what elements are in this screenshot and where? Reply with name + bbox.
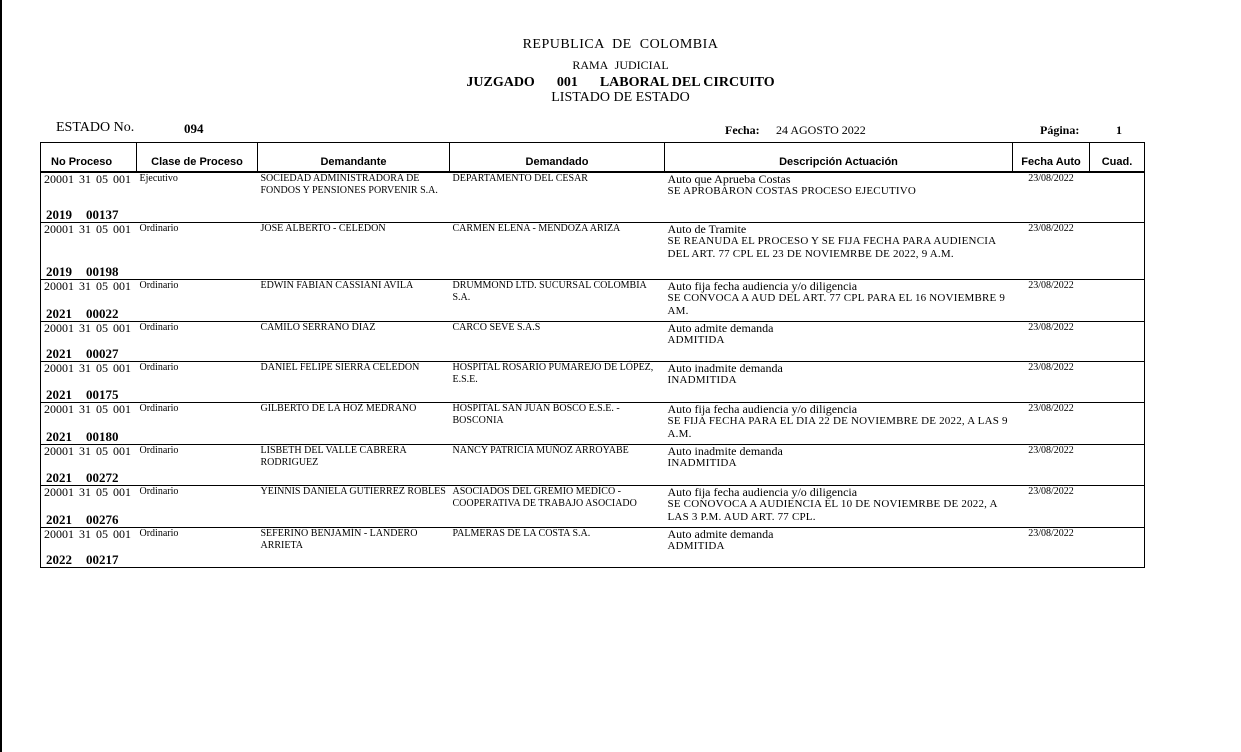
table-row (41, 444, 1145, 485)
cuad-cell (1090, 402, 1145, 444)
proceso-cell (41, 402, 137, 444)
fecha-value: 24 AGOSTO 2022 (776, 123, 866, 137)
proceso-year-number (46, 551, 119, 567)
demandante-cell: CAMILO SERRANO DIAZ (258, 321, 450, 361)
proceso-number: 00022 (86, 305, 119, 321)
proceso-year-number (46, 206, 119, 222)
estado-number: 094 (184, 121, 204, 136)
proceso-prefix: 20001 31 05 001 (44, 172, 131, 186)
proceso-prefix: 20001 31 05 001 (44, 443, 131, 458)
col-header-descripcion: Descripción Actuación (665, 143, 1013, 173)
proceso-number: 00180 (86, 428, 119, 444)
demandado-cell: ASOCIADOS DEL GREMIO MEDICO - COOPERATIVA DE TRABAJO ASOCIADO (450, 485, 665, 527)
descripcion-cell (665, 222, 1013, 279)
fecha-label: Fecha: (725, 123, 760, 137)
cuad-cell (1090, 172, 1145, 222)
cuad-cell (1090, 361, 1145, 402)
demandado-cell: HOSPITAL SAN JUAN BOSCO E.S.E. - BOSCONIA (450, 402, 665, 444)
clase-cell: Ordinario (137, 361, 258, 402)
proceso-cell (41, 527, 137, 567)
proceso-prefix: 20001 31 05 001 (44, 526, 131, 541)
proceso-number: 00276 (86, 511, 119, 527)
col-header-clase: Clase de Proceso (137, 143, 258, 173)
page-left-border (0, 0, 2, 752)
cuad-cell (1090, 527, 1145, 567)
actuacion-body: SE CONOVOCA A AUDIENCIA EL 10 DE NOVIEMRBE DE 2022, A LAS 3 P.M. AUD ART. 77 CPL. (667, 497, 998, 523)
demandante-cell: JOSE ALBERTO - CELEDON (258, 222, 450, 279)
descripcion-cell (665, 402, 1013, 444)
descripcion-cell (665, 361, 1013, 402)
demandante-cell: SOCIEDAD ADMINISTRADORA DE FONDOS Y PENSIONES PORVENIR S.A. (258, 172, 450, 222)
proceso-cell (41, 444, 137, 485)
actuacion-title: Auto admite demanda (667, 320, 774, 335)
table-body (41, 172, 1145, 567)
proceso-year-number (46, 263, 119, 279)
proceso-prefix: 20001 31 05 001 (44, 401, 131, 416)
table-row (41, 402, 1145, 444)
table-row (41, 485, 1145, 527)
proceso-prefix: 20001 31 05 001 (44, 278, 131, 293)
col-header-cuad: Cuad. (1090, 143, 1145, 173)
estado-label: ESTADO No. (56, 120, 135, 135)
proceso-number: 00175 (86, 386, 119, 402)
fecha-auto-cell: 23/08/2022 (1013, 172, 1090, 222)
clase-cell: Ordinario (137, 279, 258, 321)
proceso-year-number (46, 469, 119, 485)
court-name: LABORAL DEL CIRCUITO (599, 75, 775, 90)
court-number: 001 (556, 75, 578, 90)
actuacion-title: Auto fija fecha audiencia y/o diligencia (667, 484, 858, 499)
proceso-year: 2021 (46, 386, 72, 402)
pagina-label: Página: (1040, 123, 1080, 137)
pagina-value: 1 (1116, 123, 1122, 137)
cuad-cell (1090, 321, 1145, 361)
proceso-prefix: 20001 31 05 001 (44, 320, 131, 335)
header-republic: REPUBLICA DE COLOMBIA (522, 37, 719, 52)
demandante-cell: DANIEL FELIPE SIERRA CELEDON (258, 361, 450, 402)
col-header-demandante: Demandante (258, 143, 450, 173)
actuacion-title: Auto que Aprueba Costas (667, 172, 791, 186)
demandado-cell: NANCY PATRICIA MUÑOZ ARROYABE (450, 444, 665, 485)
proceso-number: 00137 (86, 206, 119, 222)
table-row (41, 527, 1145, 567)
col-header-demandado: Demandado (450, 143, 665, 173)
clase-cell: Ordinario (137, 527, 258, 567)
descripcion-cell (665, 279, 1013, 321)
cuad-cell (1090, 444, 1145, 485)
descripcion-cell (665, 527, 1013, 567)
proceso-prefix: 20001 31 05 001 (44, 360, 131, 375)
actuacion-body: SE REANUDA EL PROCESO Y SE FIJA FECHA PARA AUDIENCIA DEL ART. 77 CPL EL 23 DE NOVIEMRBE DE 2022, 9 A.M. (667, 234, 996, 260)
fecha-auto-cell: 23/08/2022 (1013, 444, 1090, 485)
actuacion-title: Auto fija fecha audiencia y/o diligencia (667, 278, 858, 293)
proceso-cell (41, 321, 137, 361)
proceso-year: 2021 (46, 511, 72, 527)
descripcion-cell (665, 444, 1013, 485)
cuad-cell (1090, 485, 1145, 527)
demandante-cell: LISBETH DEL VALLE CABRERA RODRIGUEZ (258, 444, 450, 485)
demandado-cell: DRUMMOND LTD. SUCURSAL COLOMBIA S.A. (450, 279, 665, 321)
actuacion-title: Auto de Tramite (667, 221, 747, 236)
actuacion-body: SE CONVOCA A AUD DEL ART. 77 CPL PARA EL 16 NOVIEMBRE 9 AM. (667, 291, 1006, 317)
table-header-row (41, 143, 1145, 173)
court-prefix: JUZGADO (466, 75, 535, 90)
proceso-year: 2021 (46, 345, 72, 361)
fecha-auto-cell: 23/08/2022 (1013, 321, 1090, 361)
actuacion-body: ADMITIDA (667, 333, 725, 346)
clase-cell: Ordinario (137, 321, 258, 361)
actuacion-body: INADMITIDA (667, 373, 737, 386)
table-row (41, 222, 1145, 279)
demandado-cell: HOSPITAL ROSARIO PUMAREJO DE LÓPEZ, E.S.E. (450, 361, 665, 402)
demandado-cell: PALMERAS DE LA COSTA S.A. (450, 527, 665, 567)
demandante-cell: EDWIN FABIAN CASSIANI AVILA (258, 279, 450, 321)
listing-title: LISTADO DE ESTADO (551, 90, 690, 105)
proceso-prefix: 20001 31 05 001 (44, 484, 131, 499)
proceso-cell (41, 279, 137, 321)
actuacion-body: INADMITIDA (667, 456, 737, 469)
actuacion-body: SE FIJA FECHA PARA EL DIA 22 DE NOVIEMBRE DE 2022, A LAS 9 A.M. (667, 414, 1008, 440)
proceso-year: 2021 (46, 305, 72, 321)
proceso-year: 2021 (46, 469, 72, 485)
fecha-auto-cell: 23/08/2022 (1013, 361, 1090, 402)
actuacion-title: Auto admite demanda (667, 526, 774, 541)
fecha-auto-cell: 23/08/2022 (1013, 279, 1090, 321)
fecha-auto-cell: 23/08/2022 (1013, 222, 1090, 279)
cuad-cell (1090, 222, 1145, 279)
proceso-year: 2019 (46, 206, 72, 222)
col-header-proceso: No Proceso (41, 143, 137, 173)
cuad-cell (1090, 279, 1145, 321)
proceso-cell (41, 361, 137, 402)
actuacion-title: Auto inadmite demanda (667, 360, 783, 375)
actuacion-body: ADMITIDA (667, 539, 725, 552)
table-row (41, 361, 1145, 402)
fecha-auto-cell: 23/08/2022 (1013, 527, 1090, 567)
clase-cell: Ordinario (137, 402, 258, 444)
clase-cell: Ordinario (137, 485, 258, 527)
header-branch: RAMA JUDICIAL (572, 58, 669, 72)
fecha-auto-cell: 23/08/2022 (1013, 485, 1090, 527)
demandante-cell: SEFERINO BENJAMÍN - LANDERO ARRIETA (258, 527, 450, 567)
demandante-cell: GILBERTO DE LA HOZ MEDRANO (258, 402, 450, 444)
header-court (0, 75, 1241, 91)
proceso-year-number (46, 428, 119, 444)
proceso-number: 00217 (86, 551, 119, 567)
clase-cell: Ordinario (137, 444, 258, 485)
proceso-year-number (46, 386, 119, 402)
proceso-year: 2022 (46, 551, 72, 567)
proceso-year-number (46, 305, 119, 321)
table-row (41, 279, 1145, 321)
table-row (41, 172, 1145, 222)
descripcion-cell (665, 321, 1013, 361)
demandado-cell: CARCO SEVE S.A.S (450, 321, 665, 361)
proceso-year-number (46, 345, 119, 361)
descripcion-cell (665, 485, 1013, 527)
proceso-cell (41, 485, 137, 527)
demandado-cell: CARMEN ELENA - MENDOZA ARIZA (450, 222, 665, 279)
proceso-year: 2019 (46, 263, 72, 279)
proceso-cell (41, 172, 137, 222)
actuacion-title: Auto fija fecha audiencia y/o diligencia (667, 401, 858, 416)
proceso-number: 00198 (86, 263, 119, 279)
descripcion-cell (665, 172, 1013, 222)
col-header-fecha-auto: Fecha Auto (1013, 143, 1090, 173)
demandado-cell: DEPARTAMENTO DEL CESAR (450, 172, 665, 222)
demandante-cell: YEINNIS DANIELA GUTIERREZ ROBLES (258, 485, 450, 527)
proceso-year: 2021 (46, 428, 72, 444)
proceso-year-number (46, 511, 119, 527)
estado-table (40, 142, 1145, 568)
table-row (41, 321, 1145, 361)
proceso-number: 00027 (86, 345, 119, 361)
fecha-auto-cell: 23/08/2022 (1013, 402, 1090, 444)
proceso-prefix: 20001 31 05 001 (44, 221, 131, 236)
clase-cell: Ejecutivo (137, 172, 258, 222)
clase-cell: Ordinario (137, 222, 258, 279)
proceso-number: 00272 (86, 469, 119, 485)
proceso-cell (41, 222, 137, 279)
actuacion-title: Auto inadmite demanda (667, 443, 783, 458)
actuacion-body: SE APROBARON COSTAS PROCESO EJECUTIVO (667, 185, 917, 197)
